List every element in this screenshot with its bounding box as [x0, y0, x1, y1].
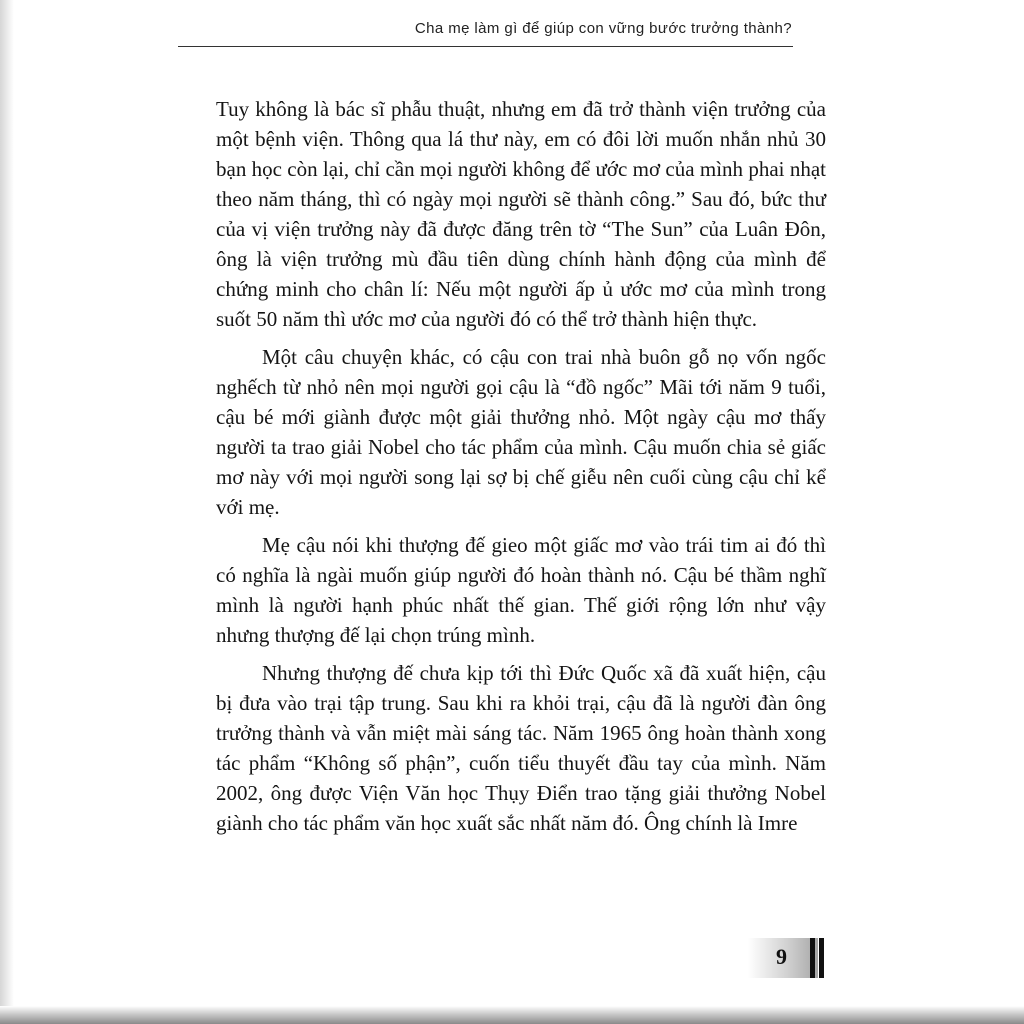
binding-shadow: [0, 0, 14, 1024]
body-text: [216, 94, 826, 846]
page-bottom-edge: [0, 1006, 1024, 1024]
running-header: Cha mẹ làm gì để giúp con vững bước trưởng thành?: [414, 20, 792, 37]
page-number: 9: [776, 944, 787, 969]
header-rule: [178, 46, 793, 47]
paragraph-4: Nhưng thượng đế chưa kịp tới thì Đức Quốc xã đã xuất hiện, cậu bị đưa vào trại tập trung. Sau khi ra khỏi trại, cậu đã là người đàn ông trưởng thành và vẫn miệt mài sáng tác. Năm 1965 ông hoàn thành xong tác phẩm “Không số phận”, cuốn tiểu thuyết đầu tay của mình. Năm 2002, ông được Viện Văn học Thụy Điển trao tặng giải thưởng Nobel giành cho tác phẩm văn học xuất sắc nhất năm đó. Ông chính là Imre: [216, 661, 826, 835]
page-marker-bar: [810, 938, 815, 978]
paragraph-2: Một câu chuyện khác, có cậu con trai nhà buôn gỗ nọ vốn ngốc nghếch từ nhỏ nên mọi người gọi cậu là “đồ ngốc” Mãi tới năm 9 tuổi, cậu bé mới giành được một giải thưởng nhỏ. Một ngày cậu mơ thấy người ta trao giải Nobel cho tác phẩm của mình. Cậu muốn chia sẻ giấc mơ này với mọi người song lại sợ bị chế giễu nên cuối cùng cậu chỉ kể với mẹ.: [216, 345, 826, 519]
paragraph-1: Tuy không là bác sĩ phẫu thuật, nhưng em đã trở thành viện trưởng của một bệnh viện. Thông qua lá thư này, em có đôi lời muốn nhắn nhủ 30 bạn học còn lại, chỉ cần mọi người không để ước mơ của mình phai nhạt theo năm tháng, thì có ngày mọi người sẽ thành công.” Sau đó, bức thư của vị viện trưởng này đã được đăng trên tờ “The Sun” của Luân Đôn, ông là viện trưởng mù đầu tiên dùng chính hành động của mình để chứng minh cho chân lí: Nếu một người ấp ủ ước mơ của mình trong suốt 50 năm thì ước mơ của người đó có thể trở thành hiện thực.: [216, 97, 826, 331]
paragraph-3: Mẹ cậu nói khi thượng đế gieo một giấc mơ vào trái tim ai đó thì có nghĩa là ngài muốn giúp người đó hoàn thành nó. Cậu bé thầm nghĩ mình là người hạnh phúc nhất thế gian. Thế giới rộng lớn như vậy nhưng thượng đế lại chọn trúng mình.: [216, 533, 826, 647]
page-marker-bar: [819, 938, 824, 978]
